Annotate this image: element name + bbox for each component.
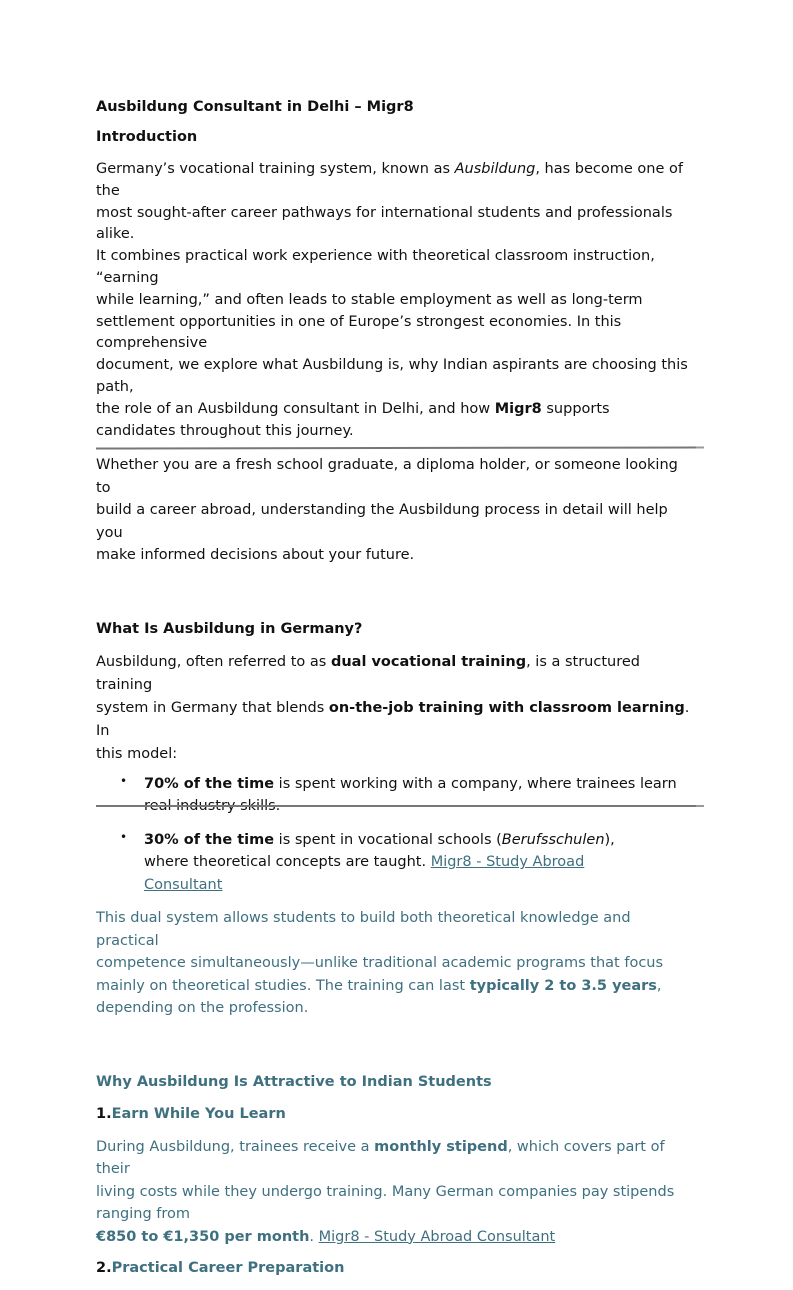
intro-paragraph-1: Germany’s vocational training system, known as Ausbildung, has become one of the most sought-after career pathways for international students and professionals alike. It combines practical work experience with theoretical classroom instruction, “earning while learning,” and often leads to stable employment as well as long-term settlement opportunities in one of Europe’s strongest economies. In this comprehensive document, we explore what Ausbildung is, why Indian aspirants are choosing this path, the role of an Ausbildung consultant in Delhi, and how Migr8 supports candidates throughout this journey. <box>96 161 688 439</box>
document-title: Ausbildung Consultant in Delhi – Migr8 <box>96 99 414 115</box>
migr8-link[interactable]: Migr8 - Study Abroad Consultant <box>318 1228 556 1245</box>
what-heading: What Is Ausbildung in Germany? <box>96 620 363 637</box>
bullet-icon: • <box>120 829 128 844</box>
earn-paragraph: During Ausbildung, trainees receive a monthly stipend, which covers part of their living costs while they undergo training. Many German companies pay stipends ranging from €850 to €1,350 per month. Migr8 - Study Abroad Consultant <box>96 1138 675 1245</box>
intro-heading: Introduction <box>96 129 198 145</box>
item-earn-heading: 1.Earn While You Learn <box>96 1105 286 1122</box>
what-paragraph: Ausbildung, often referred to as dual vocational training, is a structured training system in Germany that blends on-the-job training with classroom learning. In this model: <box>96 653 690 762</box>
list-item: • 70% of the time is spent working with a company, where trainees learn <box>96 773 696 818</box>
document-page <box>96 97 696 1290</box>
strike-line <box>96 805 696 807</box>
list-item: • 30% of the time is spent in vocational schools (Berufsschulen), where theoretical concepts are taught. Migr8 - Study Abroad Consultant <box>96 829 696 897</box>
intro-paragraph-2: Whether you are a fresh school graduate, a diploma holder, or someone looking to build a career abroad, understanding the Ausbildung process in detail will help you make informed decisions about your future. <box>96 457 678 564</box>
bullet-icon: • <box>120 773 128 788</box>
item-practical-heading: 2.Practical Career Preparation <box>96 1260 345 1277</box>
migr8-brand: Migr8 <box>494 400 542 417</box>
ausbildung-term: Ausbildung <box>454 161 536 177</box>
dual-system-paragraph: This dual system allows students to build both theoretical knowledge and practical competence simultaneously—unlike traditional academic programs that focus mainly on theoretical studies. The training can last typically 2 to 3.5 years, depending on the profession. <box>96 910 664 1017</box>
why-heading: Why Ausbildung Is Attractive to Indian Students <box>96 1073 492 1090</box>
model-list <box>96 773 696 897</box>
migr8-link[interactable]: Migr8 - Study Abroad Consultant <box>144 854 585 893</box>
